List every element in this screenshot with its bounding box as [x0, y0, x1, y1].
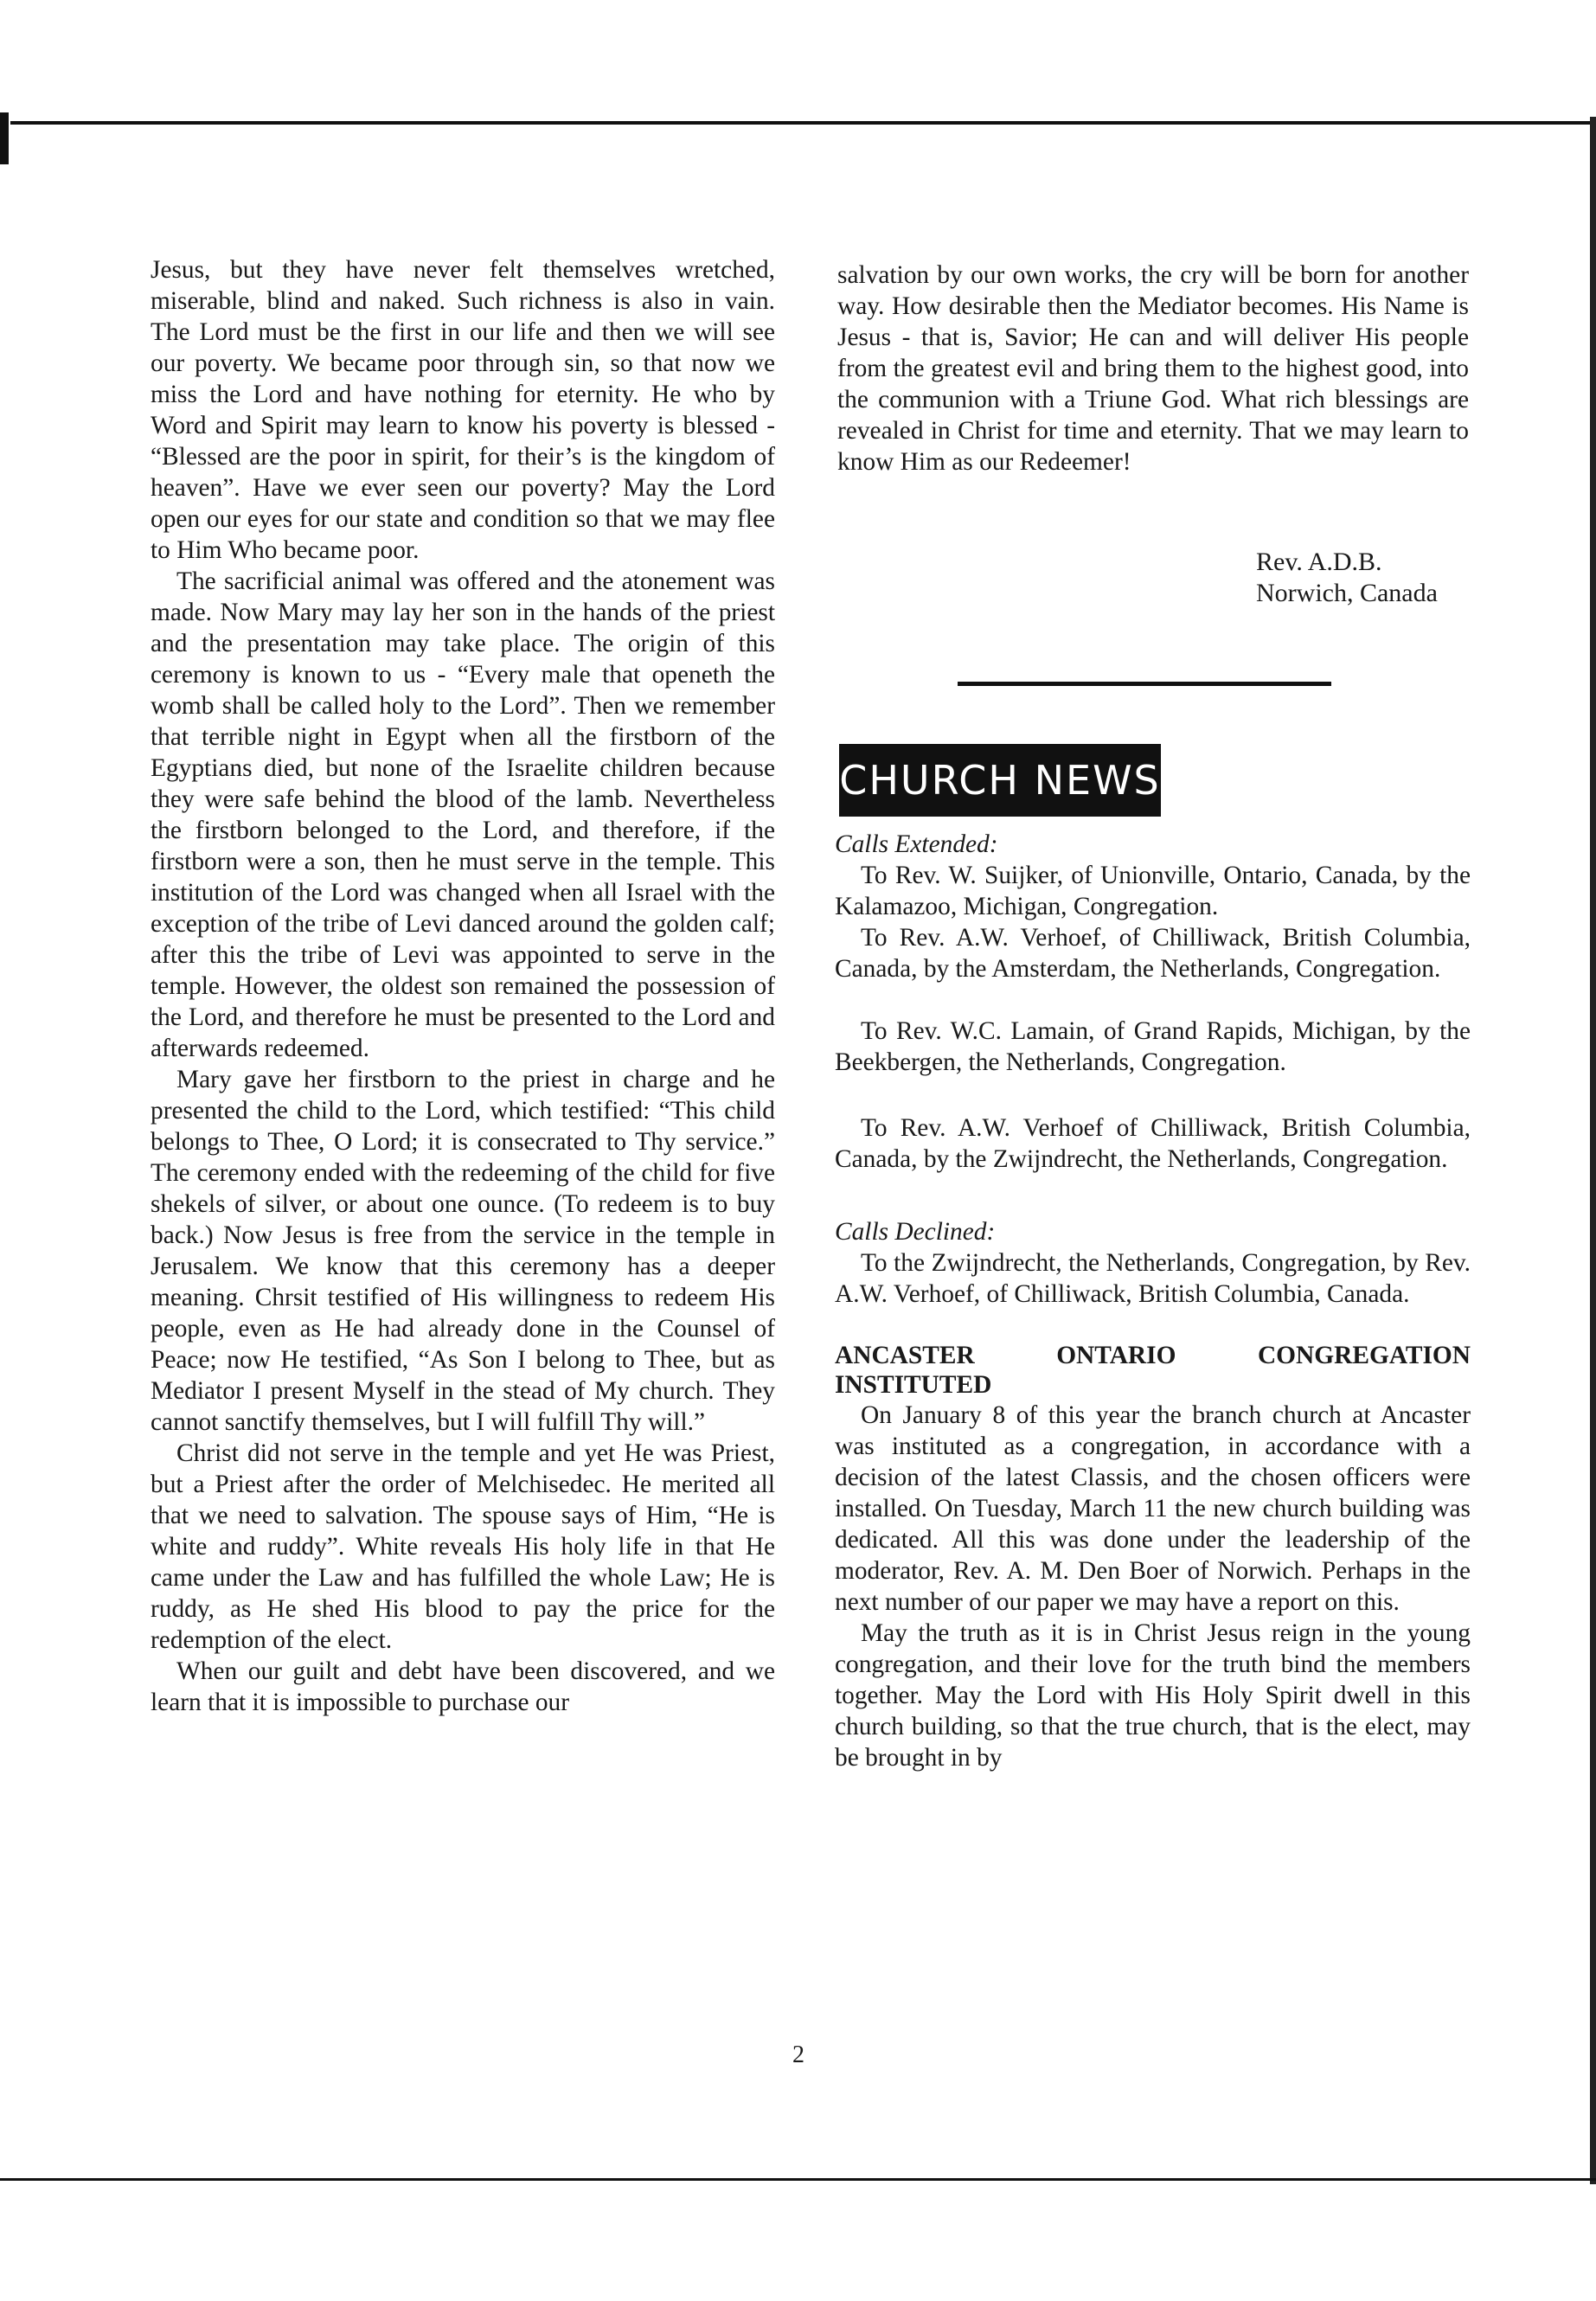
- signature-location: Norwich, Canada: [1256, 579, 1438, 607]
- bottom-rule: [0, 2178, 1596, 2181]
- ancaster-paragraph-2: May the truth as it is in Christ Jesus reign in the young congregation, and their love for the truth bind the members together. May the Lord with His Holy Spirit dwell in this church building, so that the true church, that is the elect, may be brought in by: [835, 1619, 1471, 1772]
- calls-extended-item: To Rev. W.C. Lamain, of Grand Rapids, Michigan, by the Beekbergen, the Netherlands, Congregation.: [835, 1017, 1471, 1076]
- left-paragraph-1: Jesus, but they have never felt themselves wretched, miserable, blind and naked. Such richness is also in vain. The Lord must be the first in our life and then we will see our poverty. We became poor through sin, so that now we miss the Lord and have nothing for eternity. He who by Word and Spirit may learn to know his poverty is blessed - “Blessed are the poor in spirit, for their’s is the kingdom of heaven”. Have we ever seen our poverty? May the Lord open our eyes for our state and condition so that we may flee to Him Who became poor.: [151, 256, 775, 564]
- right-column-intro: [837, 260, 1469, 478]
- scan-edge-left: [0, 112, 9, 164]
- calls-declined-label: Calls Declined:: [835, 1218, 996, 1246]
- section-divider: [958, 682, 1331, 686]
- ancaster-heading: ANCASTER ONTARIO CONGREGATION INSTITUTED: [835, 1342, 1471, 1399]
- page-number: 2: [792, 2041, 804, 2068]
- left-paragraph-2: The sacrificial animal was offered and the atonement was made. Now Mary may lay her son in the hands of the priest and the presentation may take place. The origin of this ceremony is known to us - “Every male that openeth the womb shall be called holy to the Lord”. Then we remember that terrible night in Egypt when all the firstborn of the Egyptians died, but none of the Israelite children because they were safe behind the blood of the lamb. Nevertheless the firstborn belonged to the Lord, and therefore, if the firstborn were a son, then he must serve in the temple. This institution of the Lord was changed when all Israel with the exception of the tribe of Levi danced around the golden calf; after this the tribe of Levi was appointed to serve in the temple. However, the oldest son remained the possession of the Lord, and therefore he must be presented to the Lord and afterwards redeemed.: [151, 567, 775, 1062]
- top-rule: [10, 121, 1592, 125]
- left-column: [151, 254, 775, 1718]
- signature-name: Rev. A.D.B.: [1256, 548, 1382, 576]
- calls-extended-item: To Rev. W. Suijker, of Unionville, Ontario, Canada, by the Kalamazoo, Michigan, Congregation.: [835, 862, 1471, 920]
- church-news-section: [835, 829, 1471, 1773]
- left-paragraph-5: When our guilt and debt have been discovered, and we learn that it is impossible to purchase our: [151, 1657, 775, 1716]
- calls-extended-item: To Rev. A.W. Verhoef of Chilliwack, British Columbia, Canada, by the Zwijndrecht, the Netherlands, Congregation.: [835, 1114, 1471, 1173]
- signature: [1256, 547, 1438, 609]
- right-intro-paragraph: salvation by our own works, the cry will be born for another way. How desirable then the Mediator becomes. His Name is Jesus - that is, Savior; He can and will deliver His people from the greatest evil and bring them to the highest good, into the communion with a Triune God. What rich blessings are revealed in Christ for time and eternity. That we may learn to know Him as our Redeemer!: [837, 261, 1469, 476]
- left-paragraph-3: Mary gave her firstborn to the priest in charge and he presented the child to the Lord, which testified: “This child belongs to Thee, O Lord; it is consecrated to Thy service.” The ceremony ended with the redeeming of the child for five shekels of silver, or about one ounce. (To redeem is to buy back.) Now Jesus is free from the service in the temple in Jerusalem. We know that this ceremony has a deeper meaning. Chrsit testified of His willingness to redeem His people, even as He had already done in the Counsel of Peace; now He testified, “As Son I belong to Thee, but as Mediator I present Myself in the stead of My church. They cannot sanctify themselves, but I will fulfill Thy will.”: [151, 1066, 775, 1436]
- ancaster-paragraph-1: On January 8 of this year the branch church at Ancaster was instituted as a congregation, in accordance with a decision of the latest Classis, and the chosen officers were installed. On Tuesday, March 11 the new church building was dedicated. All this was done under the leadership of the moderator, Rev. A. M. Den Boer of Norwich. Perhaps in the next number of our paper we may have a report on this.: [835, 1401, 1471, 1616]
- calls-extended-item: To Rev. A.W. Verhoef, of Chilliwack, British Columbia, Canada, by the Amsterdam, the Netherlands, Congregation.: [835, 924, 1471, 983]
- church-news-banner: CHURCH NEWS: [839, 744, 1161, 817]
- scan-edge-right: [1590, 117, 1596, 2184]
- left-paragraph-4: Christ did not serve in the temple and yet He was Priest, but a Priest after the order of Melchisedec. He merited all that we need to salvation. The spouse says of Him, “He is white and ruddy”. White reveals His holy life in that He came under the Law and has fulfilled the whole Law; He is ruddy, as He shed His blood to pay the price for the redemption of the elect.: [151, 1439, 775, 1654]
- calls-declined-item: To the Zwijndrecht, the Netherlands, Congregation, by Rev. A.W. Verhoef, of Chilliwack, British Columbia, Canada.: [835, 1249, 1471, 1308]
- calls-extended-label: Calls Extended:: [835, 830, 998, 858]
